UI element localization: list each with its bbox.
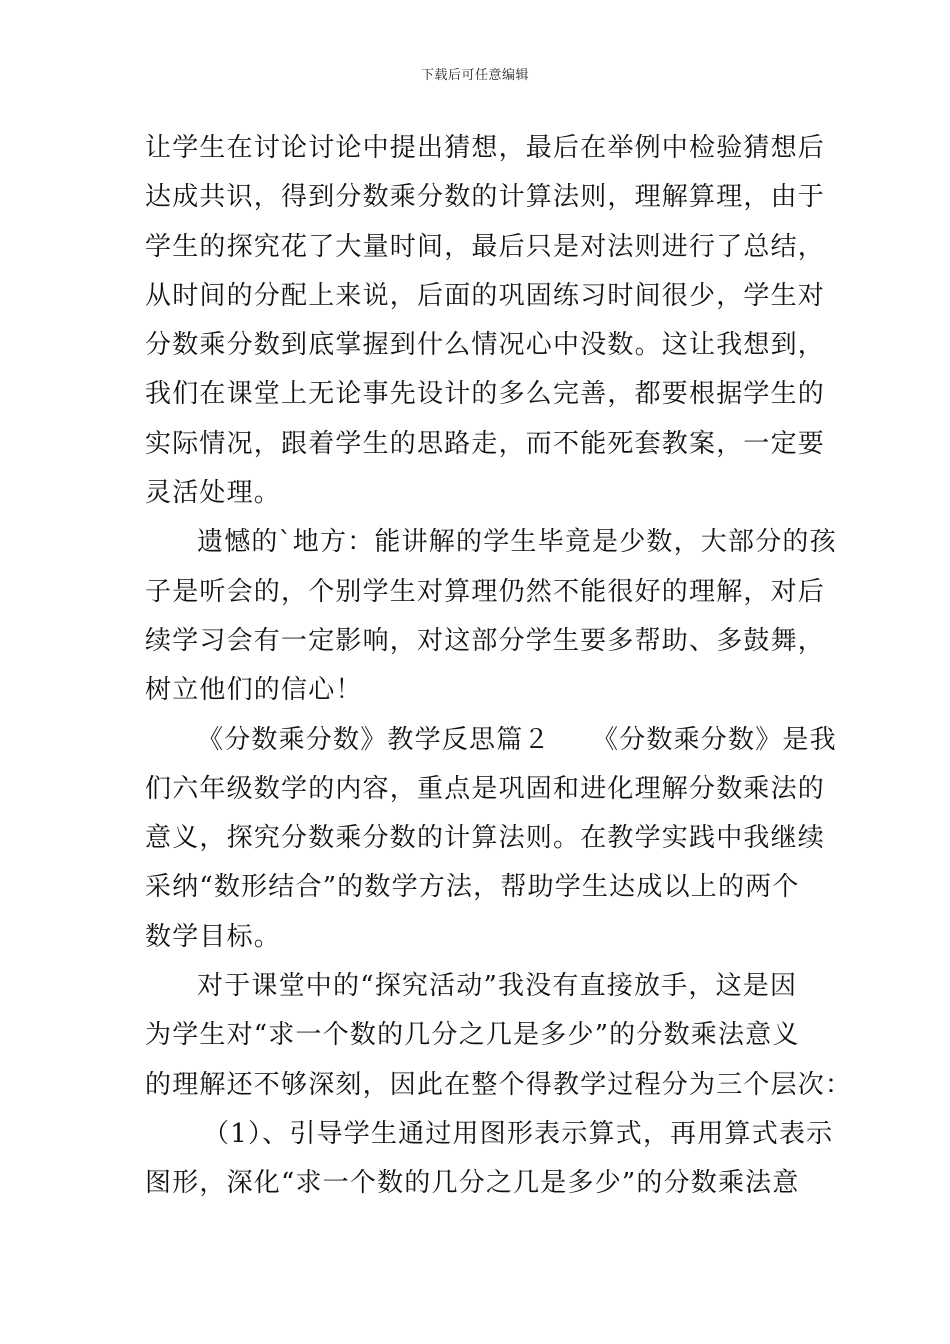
text-line: 分数乘分数到底掌握到什么情况心中没数。这让我想到， (145, 330, 826, 361)
text-line: 数学目标。 (145, 921, 282, 952)
text-line: 学生的探究花了大量时间，最后只是对法则进行了总结， (145, 231, 826, 262)
text-line: 为学生对“求一个数的几分之几是多少”的分数乘法意义 (145, 1020, 800, 1051)
text-line: 达成共识，得到分数乘分数的计算法则，理解算理，由于 (145, 182, 826, 213)
text-line: 们六年级数学的内容，重点是巩固和进化理解分数乘法的 (145, 773, 826, 804)
paragraph-start-line: 遗憾的`地方：能讲解的学生毕竟是少数，大部分的孩 (197, 527, 837, 558)
text-line: 意义，探究分数乘分数的计算法则。在教学实践中我继续 (145, 823, 826, 854)
text-line: 树立他们的信心！ (145, 675, 363, 706)
text-line: 采纳“数形结合”的数学方法，帮助学生达成以上的两个 (145, 872, 800, 903)
text-line: 的理解还不够深刻，因此在整个得教学过程分为三个层次： (145, 1069, 853, 1100)
text-line: 实际情况，跟着学生的思路走，而不能死套教案，一定要 (145, 428, 826, 459)
body-text (145, 124, 853, 1209)
paragraph-start-line: 《分数乘分数》教学反思篇２ 《分数乘分数》是我 (197, 724, 837, 755)
text-line: 让学生在讨论讨论中提出猜想，最后在举例中检验猜想后 (145, 133, 826, 163)
text-line: 续学习会有一定影响，对这部分学生要多帮助、多鼓舞， (145, 625, 826, 656)
paragraph-start-line: （1）、引导学生通过用图形表示算式，再用算式表示 (203, 1118, 834, 1149)
paragraph-start-line: 对于课堂中的“探究活动”我没有直接放手，这是因 (197, 971, 798, 1002)
header-note: 下载后可任意编辑 (420, 68, 529, 83)
text-line: 灵活处理。 (145, 478, 282, 509)
text-line: 我们在课堂上无论事先设计的多么完善，都要根据学生的 (145, 379, 826, 410)
text-line: 从时间的分配上来说，后面的巩固练习时间很少，学生对 (145, 280, 826, 311)
text-line: 子是听会的，个别学生对算理仍然不能很好的理解，对后 (145, 576, 826, 607)
text-line: 图形，深化“求一个数的几分之几是多少”的分数乘法意 (145, 1168, 800, 1199)
